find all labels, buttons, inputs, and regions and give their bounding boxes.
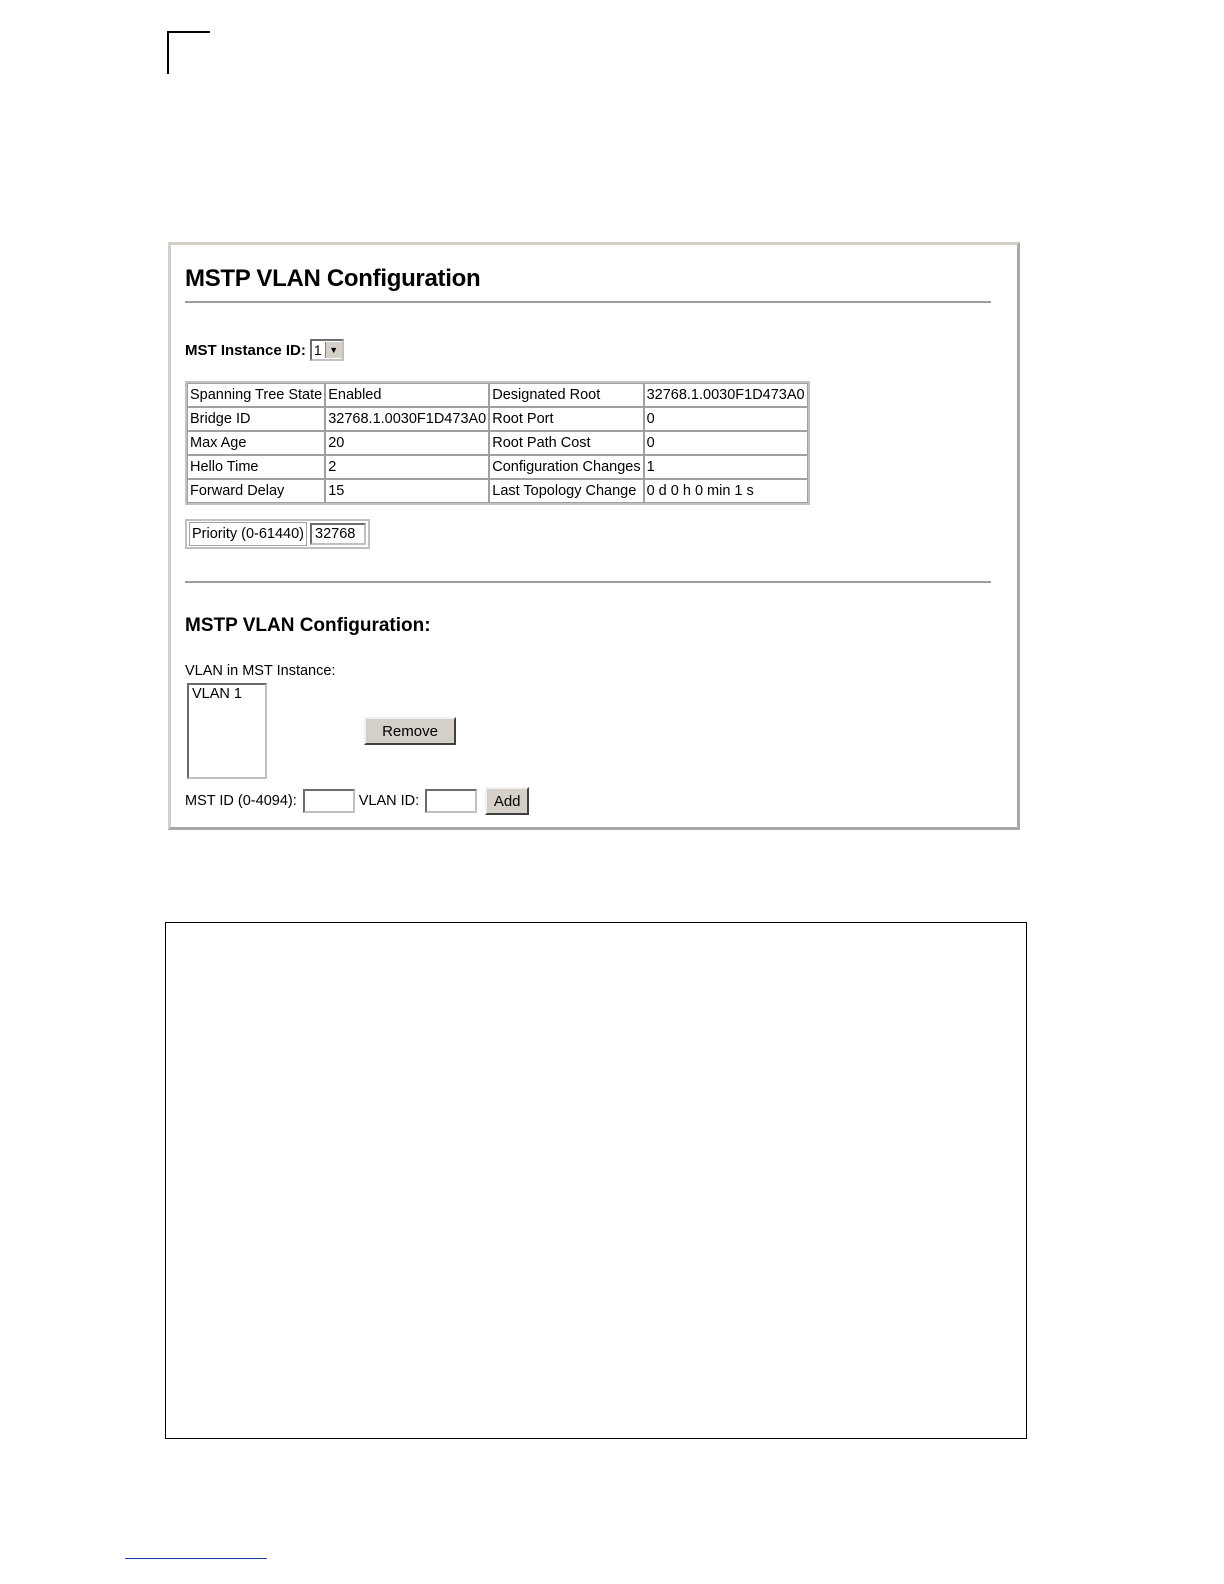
table-cell-label: Root Port [489,407,643,431]
table-cell-value: 0 d 0 h 0 min 1 s [644,479,808,503]
screenshot-window [168,242,1020,830]
add-button[interactable]: Add [485,787,529,815]
title-divider [185,301,991,303]
table-row [187,455,808,479]
vlan-list-label: VLAN in MST Instance: [185,663,336,679]
table-cell-value: 20 [325,431,489,455]
instance-select-value: 1 [313,342,322,358]
instance-select[interactable] [310,339,344,361]
table-cell-label: Bridge ID [187,407,325,431]
mst-id-label: MST ID (0-4094): [185,793,297,809]
footer-rule [125,1558,267,1559]
table-cell-value: 0 [644,407,808,431]
table-row [187,383,808,407]
table-cell-label: Designated Root [489,383,643,407]
section-divider [185,581,991,583]
table-cell-label: Forward Delay [187,479,325,503]
table-row [187,479,808,503]
stp-status-table [185,381,810,505]
table-cell-label: Max Age [187,431,325,455]
table-cell-value: Enabled [325,383,489,407]
table-cell-value: 0 [644,431,808,455]
vlan-id-label: VLAN ID: [358,793,420,809]
add-vlan-row [185,787,529,815]
table-cell-label: Root Path Cost [489,431,643,455]
table-cell-value: 32768.1.0030F1D473A0 [325,407,489,431]
table-cell-value: 1 [644,455,808,479]
table-cell-label: Hello Time [187,455,325,479]
table-cell-label: Spanning Tree State [187,383,325,407]
vlan-section-title: MSTP VLAN Configuration: [185,615,431,636]
vlan-id-input[interactable] [425,789,477,813]
page-title: MSTP VLAN Configuration [185,265,481,292]
mst-id-input[interactable] [303,789,355,813]
list-item[interactable]: VLAN 1 [192,686,242,702]
table-cell-value: 15 [325,479,489,503]
empty-figure-frame [165,922,1027,1439]
table-cell-value: 32768.1.0030F1D473A0 [644,383,808,407]
vlan-listbox[interactable] [187,683,267,779]
table-row [187,407,808,431]
chevron-down-icon[interactable]: ▼ [325,342,342,358]
priority-input[interactable] [310,523,366,545]
priority-label: Priority (0-61440) [189,522,307,546]
table-cell-label: Configuration Changes [489,455,643,479]
table-cell-label: Last Topology Change [489,479,643,503]
crop-mark [167,31,210,74]
instance-selector-row [185,339,344,361]
instance-label: MST Instance ID: [185,341,306,359]
priority-row [185,519,370,549]
remove-button[interactable]: Remove [364,717,456,745]
table-cell-value: 2 [325,455,489,479]
table-row [187,431,808,455]
